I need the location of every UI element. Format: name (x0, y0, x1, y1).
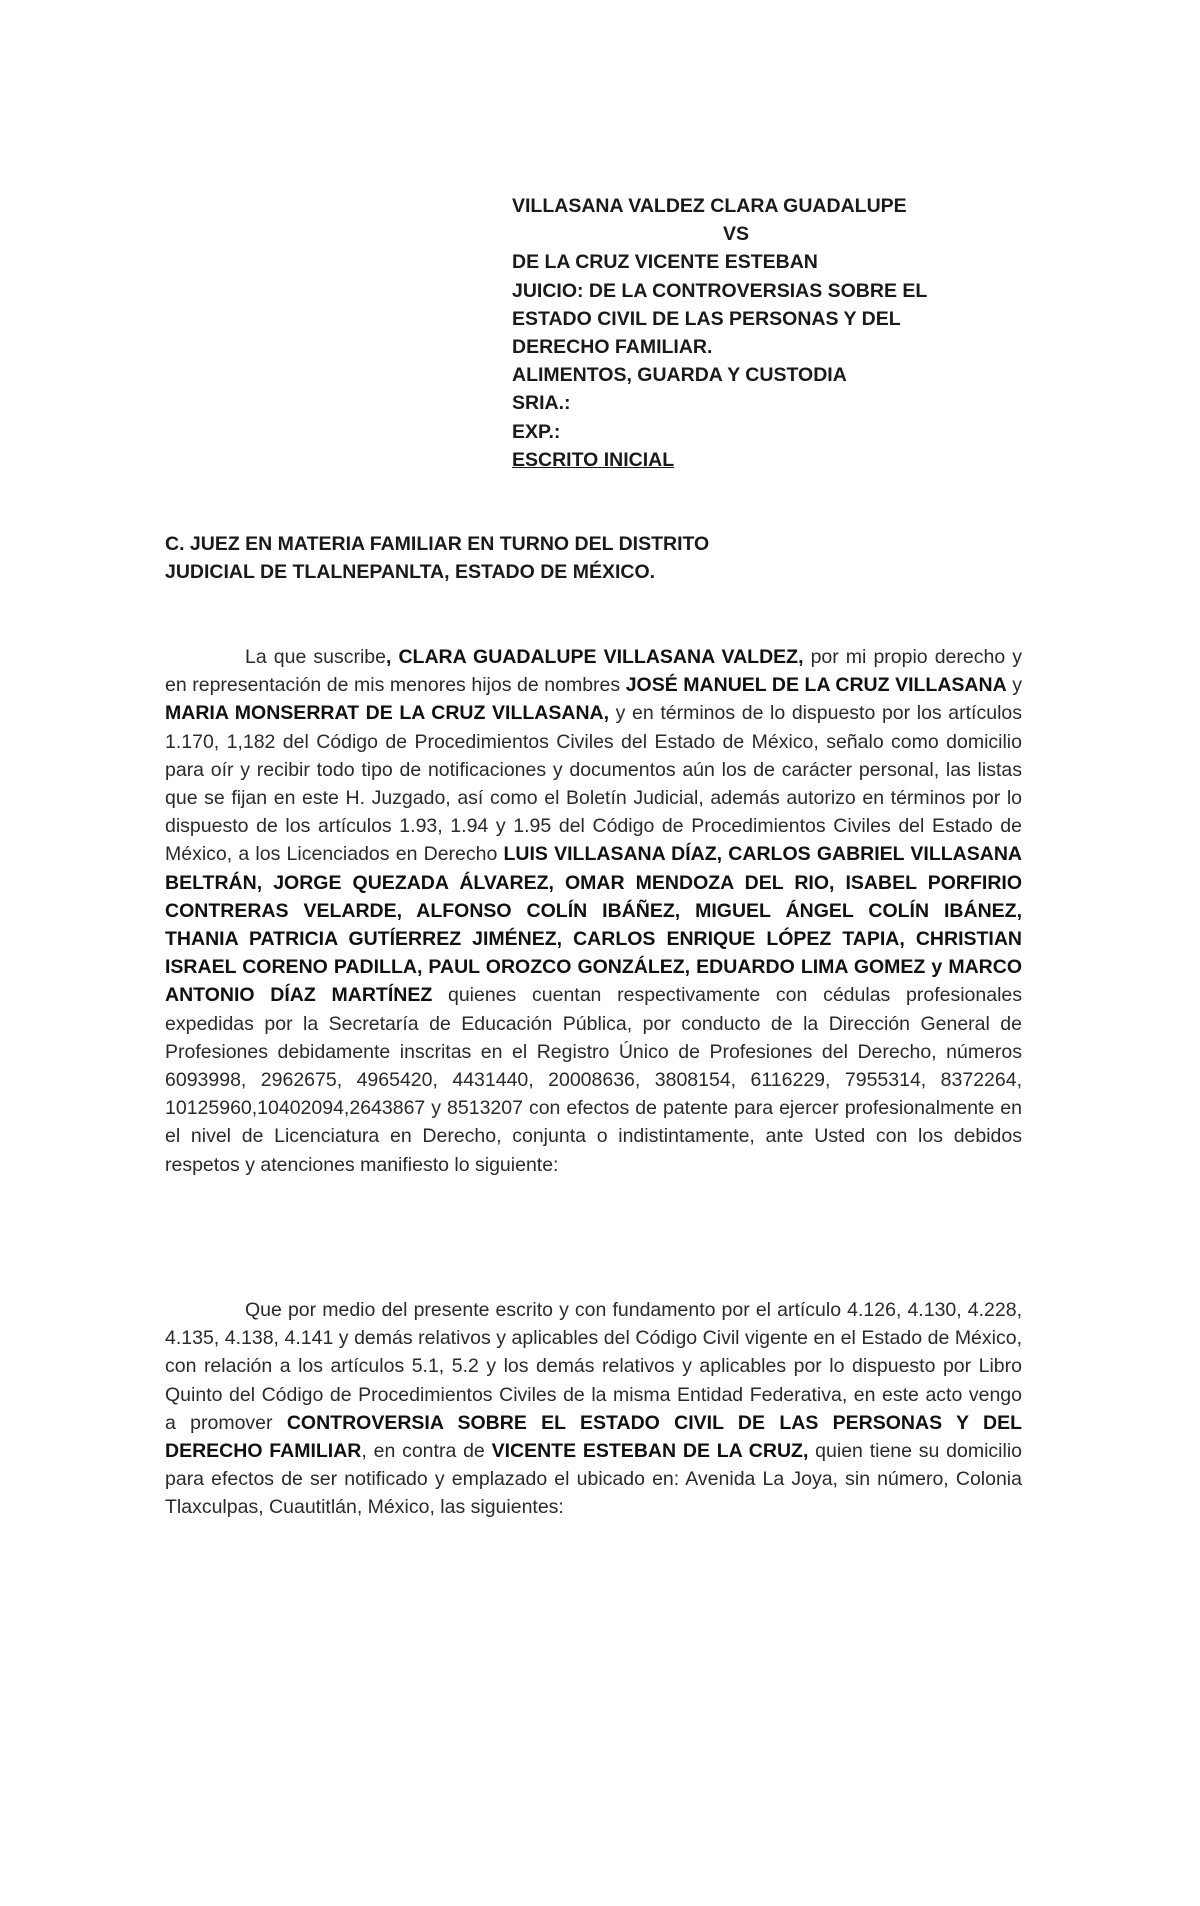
addressee (165, 530, 1065, 586)
text-run-bold: JOSÉ MANUEL DE LA CRUZ VILLASANA (625, 674, 1007, 697)
paragraph-introduction (165, 643, 1022, 1179)
text-run: y en términos de lo dispuesto por los artículos 1.170, 1,182 del Código de Procedimientos Civiles del Estado de México, señalo como domicilio para oír y recibir todo tipo de notificaciones y documentos aún los de carácter personal, las listas que se fijan en este H. Juzgado, así como el Boletín Judicial, además autorizo en términos por lo dispuesto de los artículos 1.93, 1.94 y 1.95 del Código de Procedimientos Civiles del Estado de México, a los Licenciados en Derecho (165, 702, 1022, 866)
caption-juicio-line: DERECHO FAMILIAR. (512, 336, 713, 359)
text-run: La que suscribe (245, 646, 386, 668)
caption-vs: VS (723, 223, 750, 246)
case-caption (512, 192, 1072, 474)
caption-matter: ALIMENTOS, GUARDA Y CUSTODIA (512, 364, 847, 387)
addressee-line: C. JUEZ EN MATERIA FAMILIAR EN TURNO DEL DISTRITO (165, 533, 710, 555)
text-run: , en contra de (361, 1440, 492, 1463)
text-run-bold: MARIA MONSERRAT DE LA CRUZ VILLASANA, (165, 702, 610, 725)
caption-juicio-line: ESTADO CIVIL DE LAS PERSONAS Y DEL (512, 307, 901, 330)
text-run: Que por medio del presente escrito y con fundamento por el artículo 4.126, 4.130, 4.228, 4.135, 4.138, 4.141 y demás relativos y aplicables del Código Civil vigente en el Estado de México, con relación a los artículos 5.1, 5.2 y los demás relativos y aplicables por lo dispuesto por Libro Quinto del Código de Procedimientos Civiles de la misma Entidad Federativa, en este acto vengo a promover (165, 1299, 1022, 1434)
caption-exp: EXP.: (512, 420, 561, 443)
addressee-line: JUDICIAL DE TLALNEPANLTA, ESTADO DE MÉXICO. (165, 561, 656, 584)
text-run: por mi propio derecho y en representación de mis menores hijos de nombres (165, 646, 1022, 697)
caption-defendant: DE LA CRUZ VICENTE ESTEBAN (512, 251, 818, 274)
caption-doc-type: ESCRITO INICIAL (512, 448, 675, 471)
caption-juicio-line: JUICIO: DE LA CONTROVERSIAS SOBRE EL (512, 279, 928, 302)
text-run: quien tiene su domicilio para efectos de ser notificado y emplazado el ubicado en: Avenida La Joya, sin número, Colonia Tlaxculpas, Cuautitlán, México, las siguientes: (165, 1440, 1023, 1519)
caption-actor: VILLASANA VALDEZ CLARA GUADALUPE (512, 195, 907, 217)
text-run: quienes cuentan respectivamente con cédulas profesionales expedidas por la Secretaría de Educación Pública, por conducto de la Dirección General de Profesiones debidamente inscritas en el Registro Único de Profesiones del Derecho, números 6093998, 2962675, 4965420, 4431440, 20008636, 3808154, 6116229, 7955314, 8372264, 10125960,10402094,2643867 y 8513207 con efectos de patente para ejercer profesionalmente en el nivel de Licenciatura en Derecho, conjunta o indistintamente, ante Usted con los debidos respetos y atenciones manifiesto lo siguiente: (165, 984, 1022, 1176)
text-run-bold: , CLARA GUADALUPE VILLASANA VALDEZ, (385, 646, 804, 668)
text-run-bold: CONTROVERSIA SOBRE EL ESTADO CIVIL DE LAS PERSONAS Y DEL DERECHO FAMILIAR (165, 1411, 1022, 1463)
text-run-bold: LUIS VILLASANA DÍAZ, CARLOS GABRIEL VILLASANA BELTRÁN, JORGE QUEZADA ÁLVAREZ, OMAR MENDOZA DEL RIO, ISABEL PORFIRIO CONTRERAS VELARDE, ALFONSO COLÍN IBÁÑEZ, MIGUEL ÁNGEL COLÍN IBÁNEZ, THANIA PATRICIA GUTÍERREZ JIMÉNEZ, CARLOS ENRIQUE LÓPEZ TAPIA, CHRISTIAN ISRAEL CORENO PADILLA, PAUL OROZCO GONZÁLEZ, EDUARDO LIMA GOMEZ y MARCO ANTONIO DÍAZ MARTÍNEZ (165, 843, 1022, 1007)
text-run-bold: VICENTE ESTEBAN DE LA CRUZ, (491, 1440, 809, 1463)
caption-sria: SRIA.: (512, 392, 571, 415)
text-run: y (1006, 674, 1022, 697)
paragraph-claim (165, 1296, 1022, 1522)
